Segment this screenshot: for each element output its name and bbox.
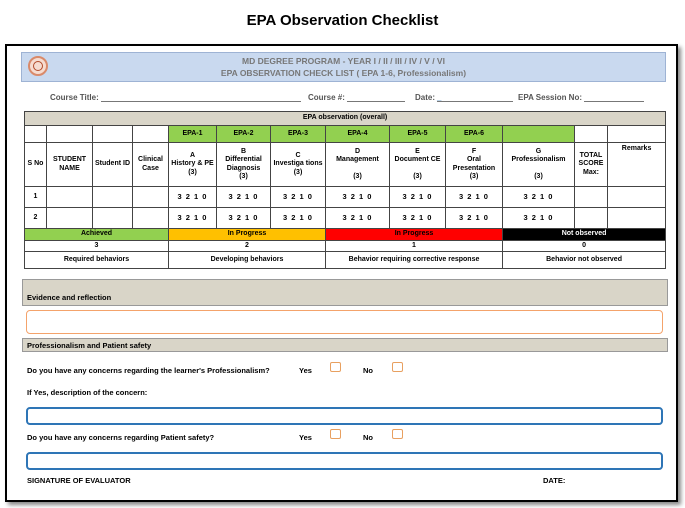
score-cell[interactable]: 3 2 1 0 (271, 187, 326, 208)
session-number-label: EPA Session No: (518, 93, 583, 102)
score-cell[interactable]: 3 2 1 0 (326, 208, 390, 229)
professionalism-no-label: No (363, 366, 373, 375)
clinical-case-cell[interactable] (133, 208, 169, 229)
score-cell[interactable]: 3 2 1 0 (390, 208, 446, 229)
epa-5-label: EPA-5 (390, 126, 446, 143)
table-row (25, 208, 666, 229)
patient-safety-yes-checkbox[interactable] (330, 429, 341, 439)
score-cell[interactable]: 3 2 1 0 (217, 208, 271, 229)
patient-safety-question: Do you have any concerns regarding Patient safety? (27, 433, 215, 442)
course-title-label: Course Title: (50, 93, 99, 102)
legend-desc-corrective: Behavior requiring corrective response (326, 252, 503, 269)
banner-line-program: MD DEGREE PROGRAM - YEAR I / II / III / IV / V / VI (242, 56, 445, 66)
concern-description-input[interactable] (26, 407, 663, 425)
total-score-cell[interactable] (575, 187, 608, 208)
remarks-cell[interactable] (608, 208, 666, 229)
session-number-field[interactable] (584, 93, 644, 102)
legend-achieved: Achieved (25, 229, 169, 241)
evidence-reflection-input[interactable] (26, 310, 663, 334)
course-number-field[interactable] (347, 93, 405, 102)
professionalism-no-checkbox[interactable] (392, 362, 403, 372)
remarks-cell[interactable] (608, 187, 666, 208)
page-title: EPA Observation Checklist (246, 12, 439, 29)
clinical-case-cell[interactable] (133, 187, 169, 208)
course-title-field[interactable] (101, 93, 301, 102)
col-investigations: C Investiga tions (3) (271, 143, 326, 187)
patient-safety-description-input[interactable] (26, 452, 663, 470)
student-id-cell[interactable] (93, 187, 133, 208)
footer-date-label: DATE: (543, 476, 566, 485)
patient-safety-no-checkbox[interactable] (392, 429, 403, 439)
legend-in-progress-2: In Progress (169, 229, 326, 241)
evidence-header: Evidence and reflection (22, 279, 668, 306)
col-management: D Management (3) (326, 143, 390, 187)
legend-score-1: 1 (326, 241, 503, 252)
professionalism-header: Professionalism and Patient safety (22, 338, 668, 352)
total-score-cell[interactable] (575, 208, 608, 229)
col-student-name: STUDENT NAME (47, 143, 93, 187)
epa-2-label: EPA-2 (217, 126, 271, 143)
legend-score-0: 0 (503, 241, 666, 252)
professionalism-yes-label: Yes (299, 366, 312, 375)
col-student-id: Student ID (93, 143, 133, 187)
program-banner (21, 52, 666, 82)
col-s-no: S No (25, 143, 47, 187)
score-cell[interactable]: 3 2 1 0 (503, 208, 575, 229)
student-id-cell[interactable] (93, 208, 133, 229)
col-clinical-case: Clinical Case (133, 143, 169, 187)
score-cell[interactable]: 3 2 1 0 (446, 187, 503, 208)
col-document-ce: E Document CE (3) (390, 143, 446, 187)
legend-score-3: 3 (25, 241, 169, 252)
table-row (25, 187, 666, 208)
date-field[interactable] (437, 93, 513, 102)
col-oral-presentation: F Oral Presentation (3) (446, 143, 503, 187)
row-number: 1 (25, 187, 47, 208)
col-history-pe: A History & PE (3) (169, 143, 217, 187)
epa-overall-header: EPA observation (overall) (25, 112, 666, 126)
professionalism-question: Do you have any concerns regarding the learner's Professionalism? (27, 366, 270, 375)
score-cell[interactable]: 3 2 1 0 (326, 187, 390, 208)
score-cell[interactable]: 3 2 1 0 (217, 187, 271, 208)
epa-6-label: EPA-6 (446, 126, 503, 143)
epa-observation-table (24, 111, 666, 269)
banner-line-checklist: EPA OBSERVATION CHECK LIST ( EPA 1-6, Professionalism) (220, 68, 467, 78)
legend-desc-not-observed: Behavior not observed (503, 252, 666, 269)
col-total-score: TOTAL SCORE Max: (575, 143, 608, 187)
legend-desc-required: Required behaviors (25, 252, 169, 269)
date-label: Date: (415, 93, 436, 102)
course-number-label: Course #: (308, 93, 345, 102)
student-name-cell[interactable] (47, 208, 93, 229)
epa-professionalism-label (503, 126, 575, 143)
concern-description-label: If Yes, description of the concern: (27, 388, 148, 397)
epa-3-label: EPA-3 (271, 126, 326, 143)
legend-desc-developing: Developing behaviors (169, 252, 326, 269)
signature-evaluator-label: SIGNATURE OF EVALUATOR (27, 476, 131, 485)
score-cell[interactable]: 3 2 1 0 (271, 208, 326, 229)
score-cell[interactable]: 3 2 1 0 (503, 187, 575, 208)
professionalism-yes-checkbox[interactable] (330, 362, 341, 372)
col-differential-diagnosis: B Differential Diagnosis (3) (217, 143, 271, 187)
score-cell[interactable]: 3 2 1 0 (169, 187, 217, 208)
score-cell[interactable]: 3 2 1 0 (446, 208, 503, 229)
legend-score-2: 2 (169, 241, 326, 252)
legend-not-observed: Not observed (503, 229, 666, 241)
legend-in-progress-1: In Progress (326, 229, 503, 241)
patient-safety-no-label: No (363, 433, 373, 442)
date-field-value: _ (437, 93, 442, 102)
epa-1-label: EPA-1 (169, 126, 217, 143)
col-professionalism: G Professionalism (3) (503, 143, 575, 187)
patient-safety-yes-label: Yes (299, 433, 312, 442)
score-cell[interactable]: 3 2 1 0 (390, 187, 446, 208)
score-cell[interactable]: 3 2 1 0 (169, 208, 217, 229)
epa-4-label: EPA-4 (326, 126, 390, 143)
col-remarks: Remarks (608, 143, 666, 187)
row-number: 2 (25, 208, 47, 229)
student-name-cell[interactable] (47, 187, 93, 208)
